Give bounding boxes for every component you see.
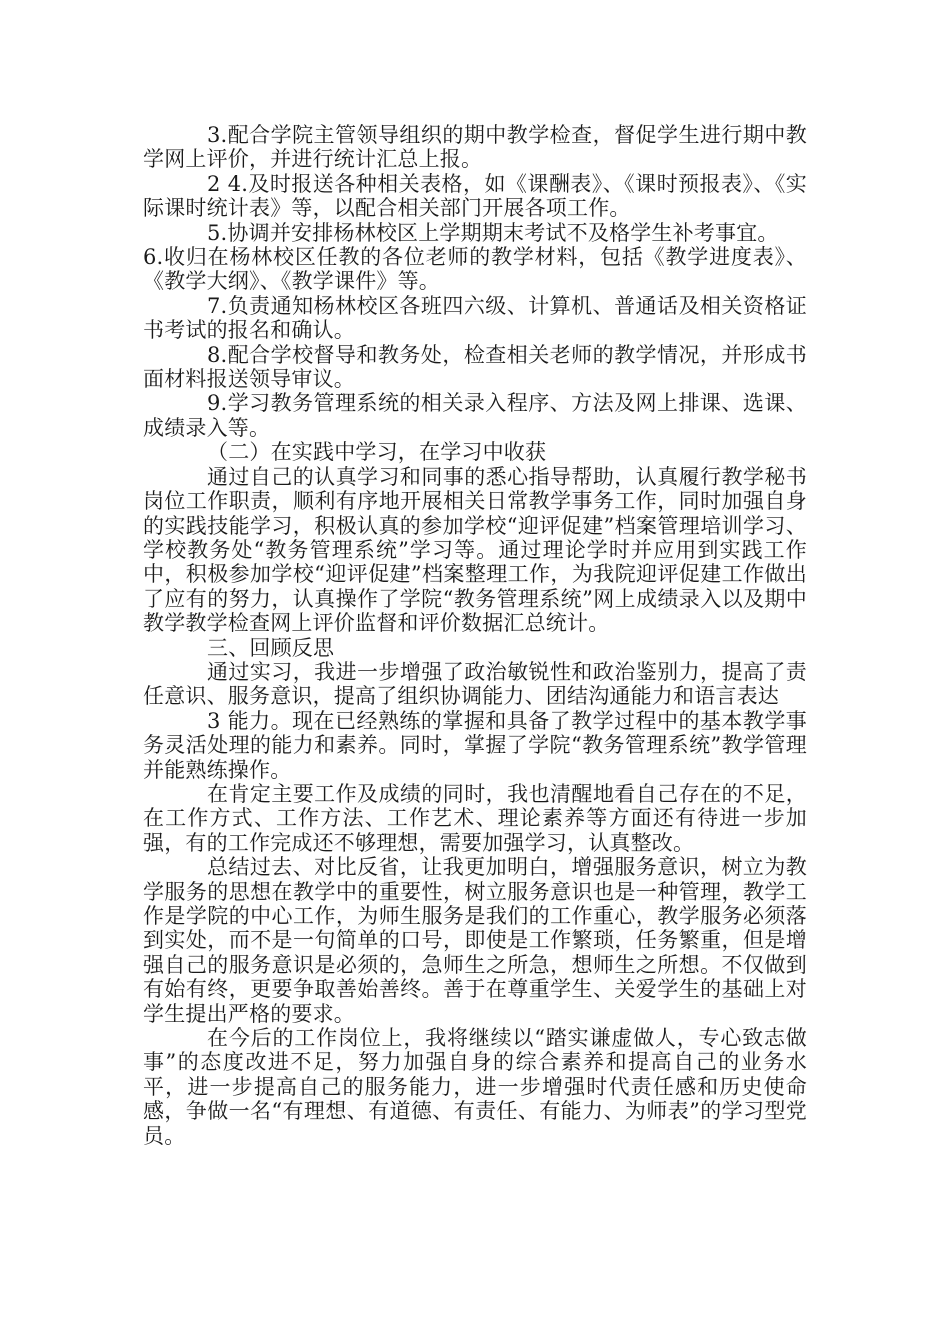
paragraph-summary: 总结过去、对比反省，让我更加明白，增强服务意识，树立为教学服务的思想在教学中的重要性，树立服务意识也是一种管理，教学工作是学院的中心工作，为师生服务是我们的工作重心，教学服务必须落到实处，而不是一句简单的口号，即使是工作繁琐，任务繁重，但是增强自己的服务意识是必须的，急师生之所急，想师生之所想。不仅做到有始有终，更要争取善始善终。善于在尊重学生、关爱学生的基础上对学生提出严格的要求。	[143, 855, 807, 1026]
paragraph-item-4: 2 4.及时报送各种相关表格，如《课酬表》、《课时预报表》、《实际课时统计表》等，以配合相关部门开展各项工作。	[143, 171, 807, 221]
paragraph-item-9: 9.学习教务管理系统的相关录入程序、方法及网上排课、选课、成绩录入等。	[143, 391, 807, 440]
paragraph-item-5: 5.协调并安排杨林校区上学期期末考试不及格学生补考事宜。	[207, 220, 779, 245]
paragraph-item-8: 8.配合学校督导和教务处，检查相关老师的教学情况，并形成书面材料报送领导审议。	[143, 342, 807, 392]
paragraph-reflection-3: 在肯定主要工作及成绩的同时，我也清醒地看自己存在的不足，在工作方式、工作方法、工作艺术、理论素养等方面还有待进一步加强，有的工作完成还不够理想，需要加强学习，认真整改。	[143, 781, 807, 855]
section-heading-reflection: 三、回顾反思	[207, 635, 335, 660]
paragraph-future: 在今后的工作岗位上，我将继续以“踏实谦虚做人，专心致志做事”的态度改进不足，努力加强自身的综合素养和提高自己的业务水平，进一步提高自己的服务能力，进一步增强时代责任感和历史使命感，争做一名“有理想、有道德、有责任、有能力、为师表”的学习型党员。	[143, 1026, 807, 1148]
paragraph-practice-body: 通过自己的认真学习和同事的悉心指导帮助，认真履行教学秘书岗位工作职责，顺利有序地开展相关日常教学事务工作，同时加强自身的实践技能学习，积极认真的参加学校“迎评促建”档案管理培训学习、学校教务处“教务管理系统”学习等。通过理论学时并应用到实践工作中，积极参加学校“迎评促建”档案整理工作，为我院迎评促建工作做出了应有的努力，认真操作了学院“教务管理系统”网上成绩录入以及期中教学教学检查网上评价监督和评价数据汇总统计。	[143, 464, 807, 636]
paragraph-item-7: 7.负责通知杨林校区各班四六级、计算机、普通话及相关资格证书考试的报名和确认。	[143, 293, 807, 343]
paragraph-item-6: 6.收归在杨林校区任教的各位老师的教学材料，包括《教学进度表》、《教学大纲》、《教学课件》等。	[143, 245, 807, 294]
paragraph-reflection-2: 3 能力。现在已经熟练的掌握和具备了教学过程中的基本教学事务灵活处理的能力和素养。同时，掌握了学院“教务管理系统”教学管理并能熟练操作。	[143, 708, 807, 782]
paragraph-item-3: 3.配合学院主管领导组织的期中教学检查，督促学生进行期中教学网上评价，并进行统计汇总上报。	[143, 123, 807, 172]
paragraph-reflection-1: 通过实习，我进一步增强了政治敏锐性和政治鉴别力，提高了责任意识、服务意识，提高了组织协调能力、团结沟通能力和语言表达	[143, 659, 807, 709]
section-heading-practice: （二）在实践中学习，在学习中收获	[207, 440, 547, 465]
document-body	[143, 123, 807, 1148]
